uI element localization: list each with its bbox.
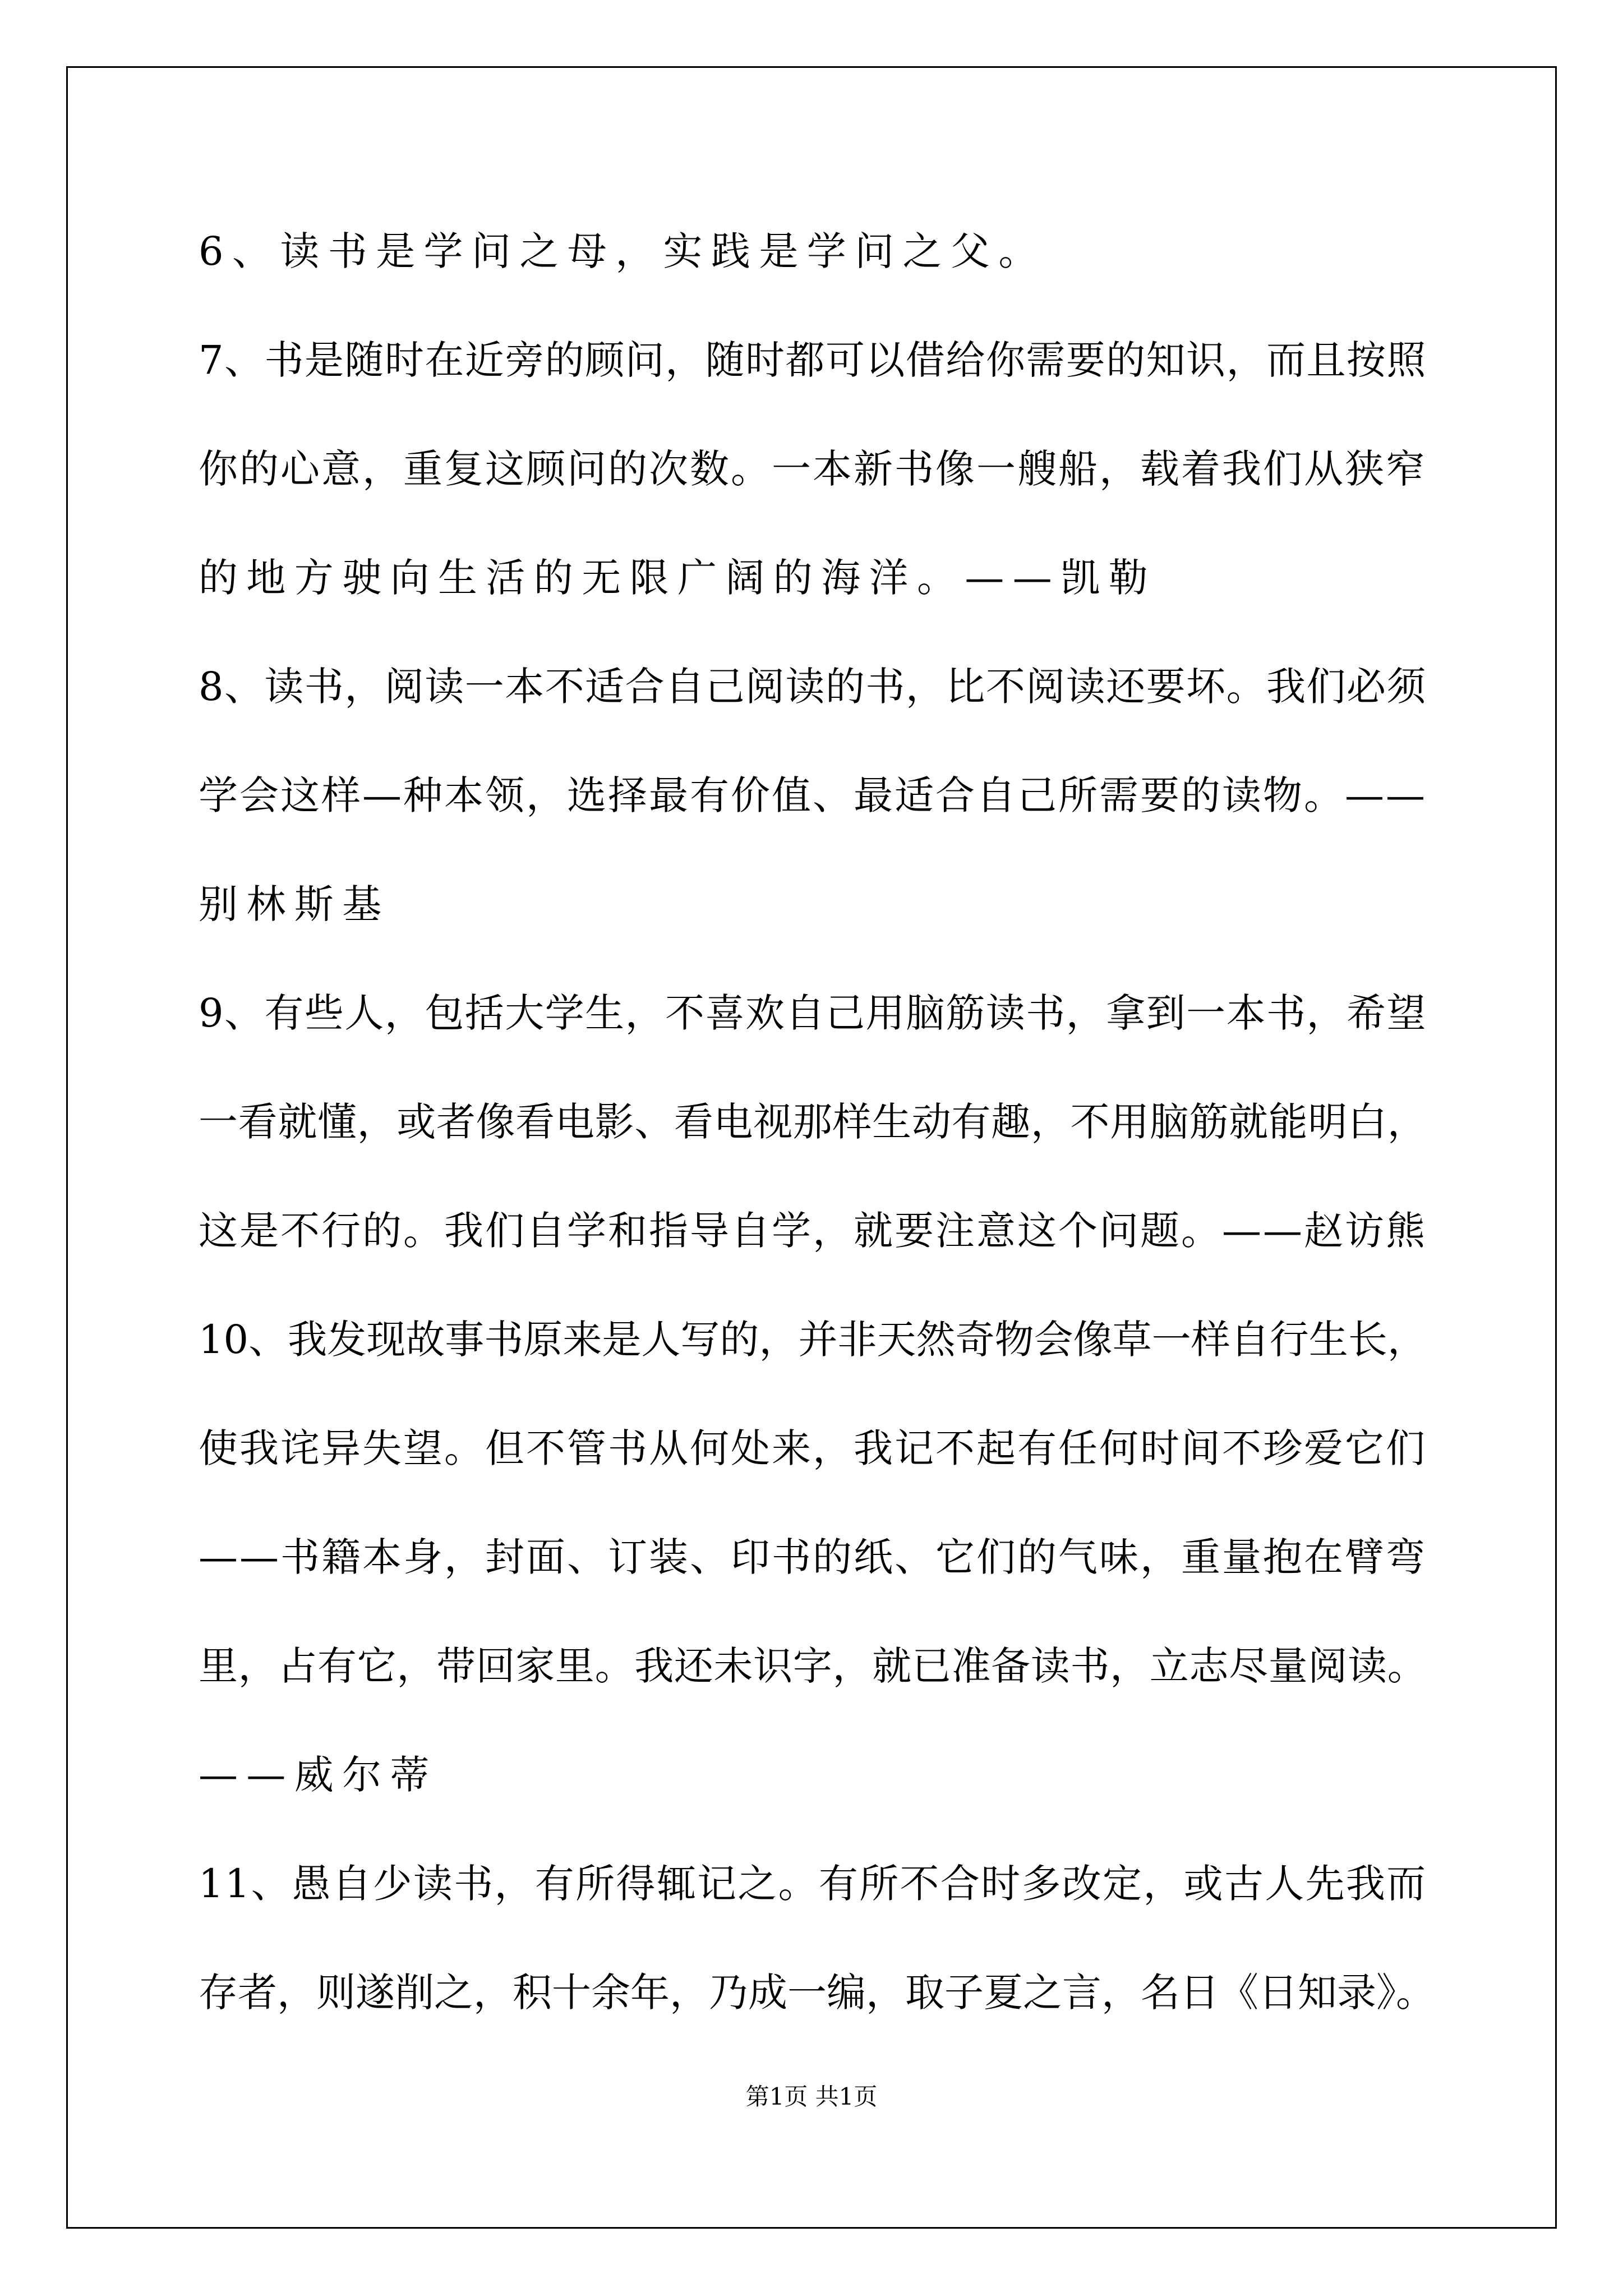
text-line: 7、书是随时在近旁的顾问，随时都可以借给你需要的知识，而且按照 [199,337,1427,383]
text-line: 使我诧异失望。但不管书从何处来，我记不起有任何时间不珍爱它们 [199,1425,1427,1471]
text-line: ——书籍本身，封面、订装、印书的纸、它们的气味，重量抱在臂弯 [199,1534,1427,1580]
text-line: 6、读书是学问之母，实践是学问之父。 [199,228,1046,274]
text-line: 的地方驶向生活的无限广阔的海洋。——凯勒 [199,555,1156,601]
text-line: ——威尔蒂 [199,1752,438,1798]
text-line: 一看就懂，或者像看电影、看电视那样生动有趣，不用脑筋就能明白， [199,1099,1427,1145]
text-line: 别林斯基 [199,881,390,927]
text-line: 11、愚自少读书，有所得辄记之。有所不合时多改定，或古人先我而 [199,1861,1427,1907]
text-line: 里，占有它，带回家里。我还未识字，就已准备读书，立志尽量阅读。 [199,1643,1427,1689]
text-line: 10、我发现故事书原来是人写的，并非天然奇物会像草一样自行生长， [199,1317,1427,1363]
text-line: 存者，则遂削之，积十余年，乃成一编，取子夏之言，名日《日知录》。 [199,1970,1435,2016]
text-line: 这是不行的。我们自学和指导自学，就要注意这个问题。——赵访熊 [199,1208,1427,1254]
page-footer: 第1页 共1页 [745,2083,878,2110]
text-line: 8、读书，阅读一本不适合自己阅读的书，比不阅读还要坏。我们必须 [199,664,1427,710]
text-line: 9、有些人，包括大学生，不喜欢自己用脑筋读书，拿到一本书，希望 [199,990,1427,1036]
text-line: 学会这样—种本领，选择最有价值、最适合自己所需要的读物。—— [199,772,1427,818]
text-line: 你的心意，重复这顾问的次数。一本新书像一艘船，载着我们从狭窄 [199,446,1427,492]
